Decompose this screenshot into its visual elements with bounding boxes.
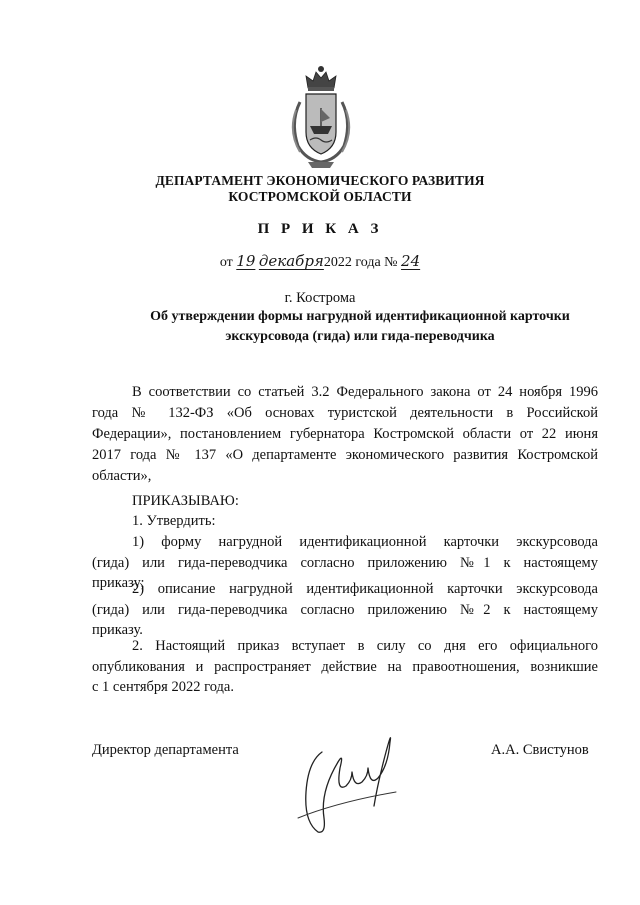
item-line: (гида) или гида-переводчика согласно приложению №1 к настоящему — [92, 555, 598, 571]
subject-line2: экскурсовода (гида) или гида-переводчика — [225, 329, 495, 344]
preamble-line: Федерации», постановлением губернатора Костромской области от 22 июня — [92, 426, 598, 442]
item-line: приказу; — [92, 575, 145, 591]
preamble-line: области», — [92, 468, 152, 484]
city: г. Кострома — [284, 290, 356, 306]
item-line: с 1 сентября 2022 года. — [92, 679, 234, 695]
document-type: П Р И К А З — [257, 221, 383, 237]
item-line: (гида) или гида-переводчика согласно приложению №2 к настоящему — [92, 602, 598, 618]
signatory-name: А.А. Свистунов — [491, 742, 589, 758]
date-line — [0, 252, 640, 271]
item-line: 2. Настоящий приказ вступает в силу со дня его официального — [132, 638, 598, 654]
department-name-line1: ДЕПАРТАМЕНТ ЭКОНОМИЧЕСКОГО РАЗВИТИЯ — [155, 173, 485, 188]
order-word: ПРИКАЗЫВАЮ: — [132, 493, 239, 509]
item-line: опубликования и распространяет действие на правоотношения, возникшие — [92, 659, 598, 675]
subject-line1: Об утверждении формы нагрудной идентификационной карточки — [150, 309, 570, 324]
item-line: приказу. — [92, 622, 143, 638]
handwritten-number: 24 — [401, 252, 421, 270]
coat-of-arms-icon — [286, 62, 356, 170]
date-prefix: от — [219, 255, 233, 270]
item-line: 2) описание нагрудной идентификационной карточки экскурсовода — [132, 581, 598, 597]
handwritten-month: декабря — [258, 252, 324, 270]
date-year-text: 2022 года № — [323, 255, 398, 270]
department-name-line2: КОСТРОМСКОЙ ОБЛАСТИ — [228, 189, 412, 204]
handwritten-signature — [278, 722, 418, 842]
item-1: 1. Утвердить: — [132, 513, 216, 529]
signatory-position: Директор департамента — [92, 742, 239, 758]
preamble-line: 2017 года № 137 «О департаменте экономического развития Костромской — [92, 447, 598, 463]
handwritten-day: 19 — [236, 252, 256, 270]
preamble-line: В соответствии со статьей 3.2 Федерального закона от 24 ноября 1996 — [132, 384, 598, 400]
preamble-line: года № 132-ФЗ «Об основах туристской деятельности в Российской — [92, 405, 598, 421]
item-line: 1) форму нагрудной идентификационной карточки экскурсовода — [132, 534, 598, 550]
